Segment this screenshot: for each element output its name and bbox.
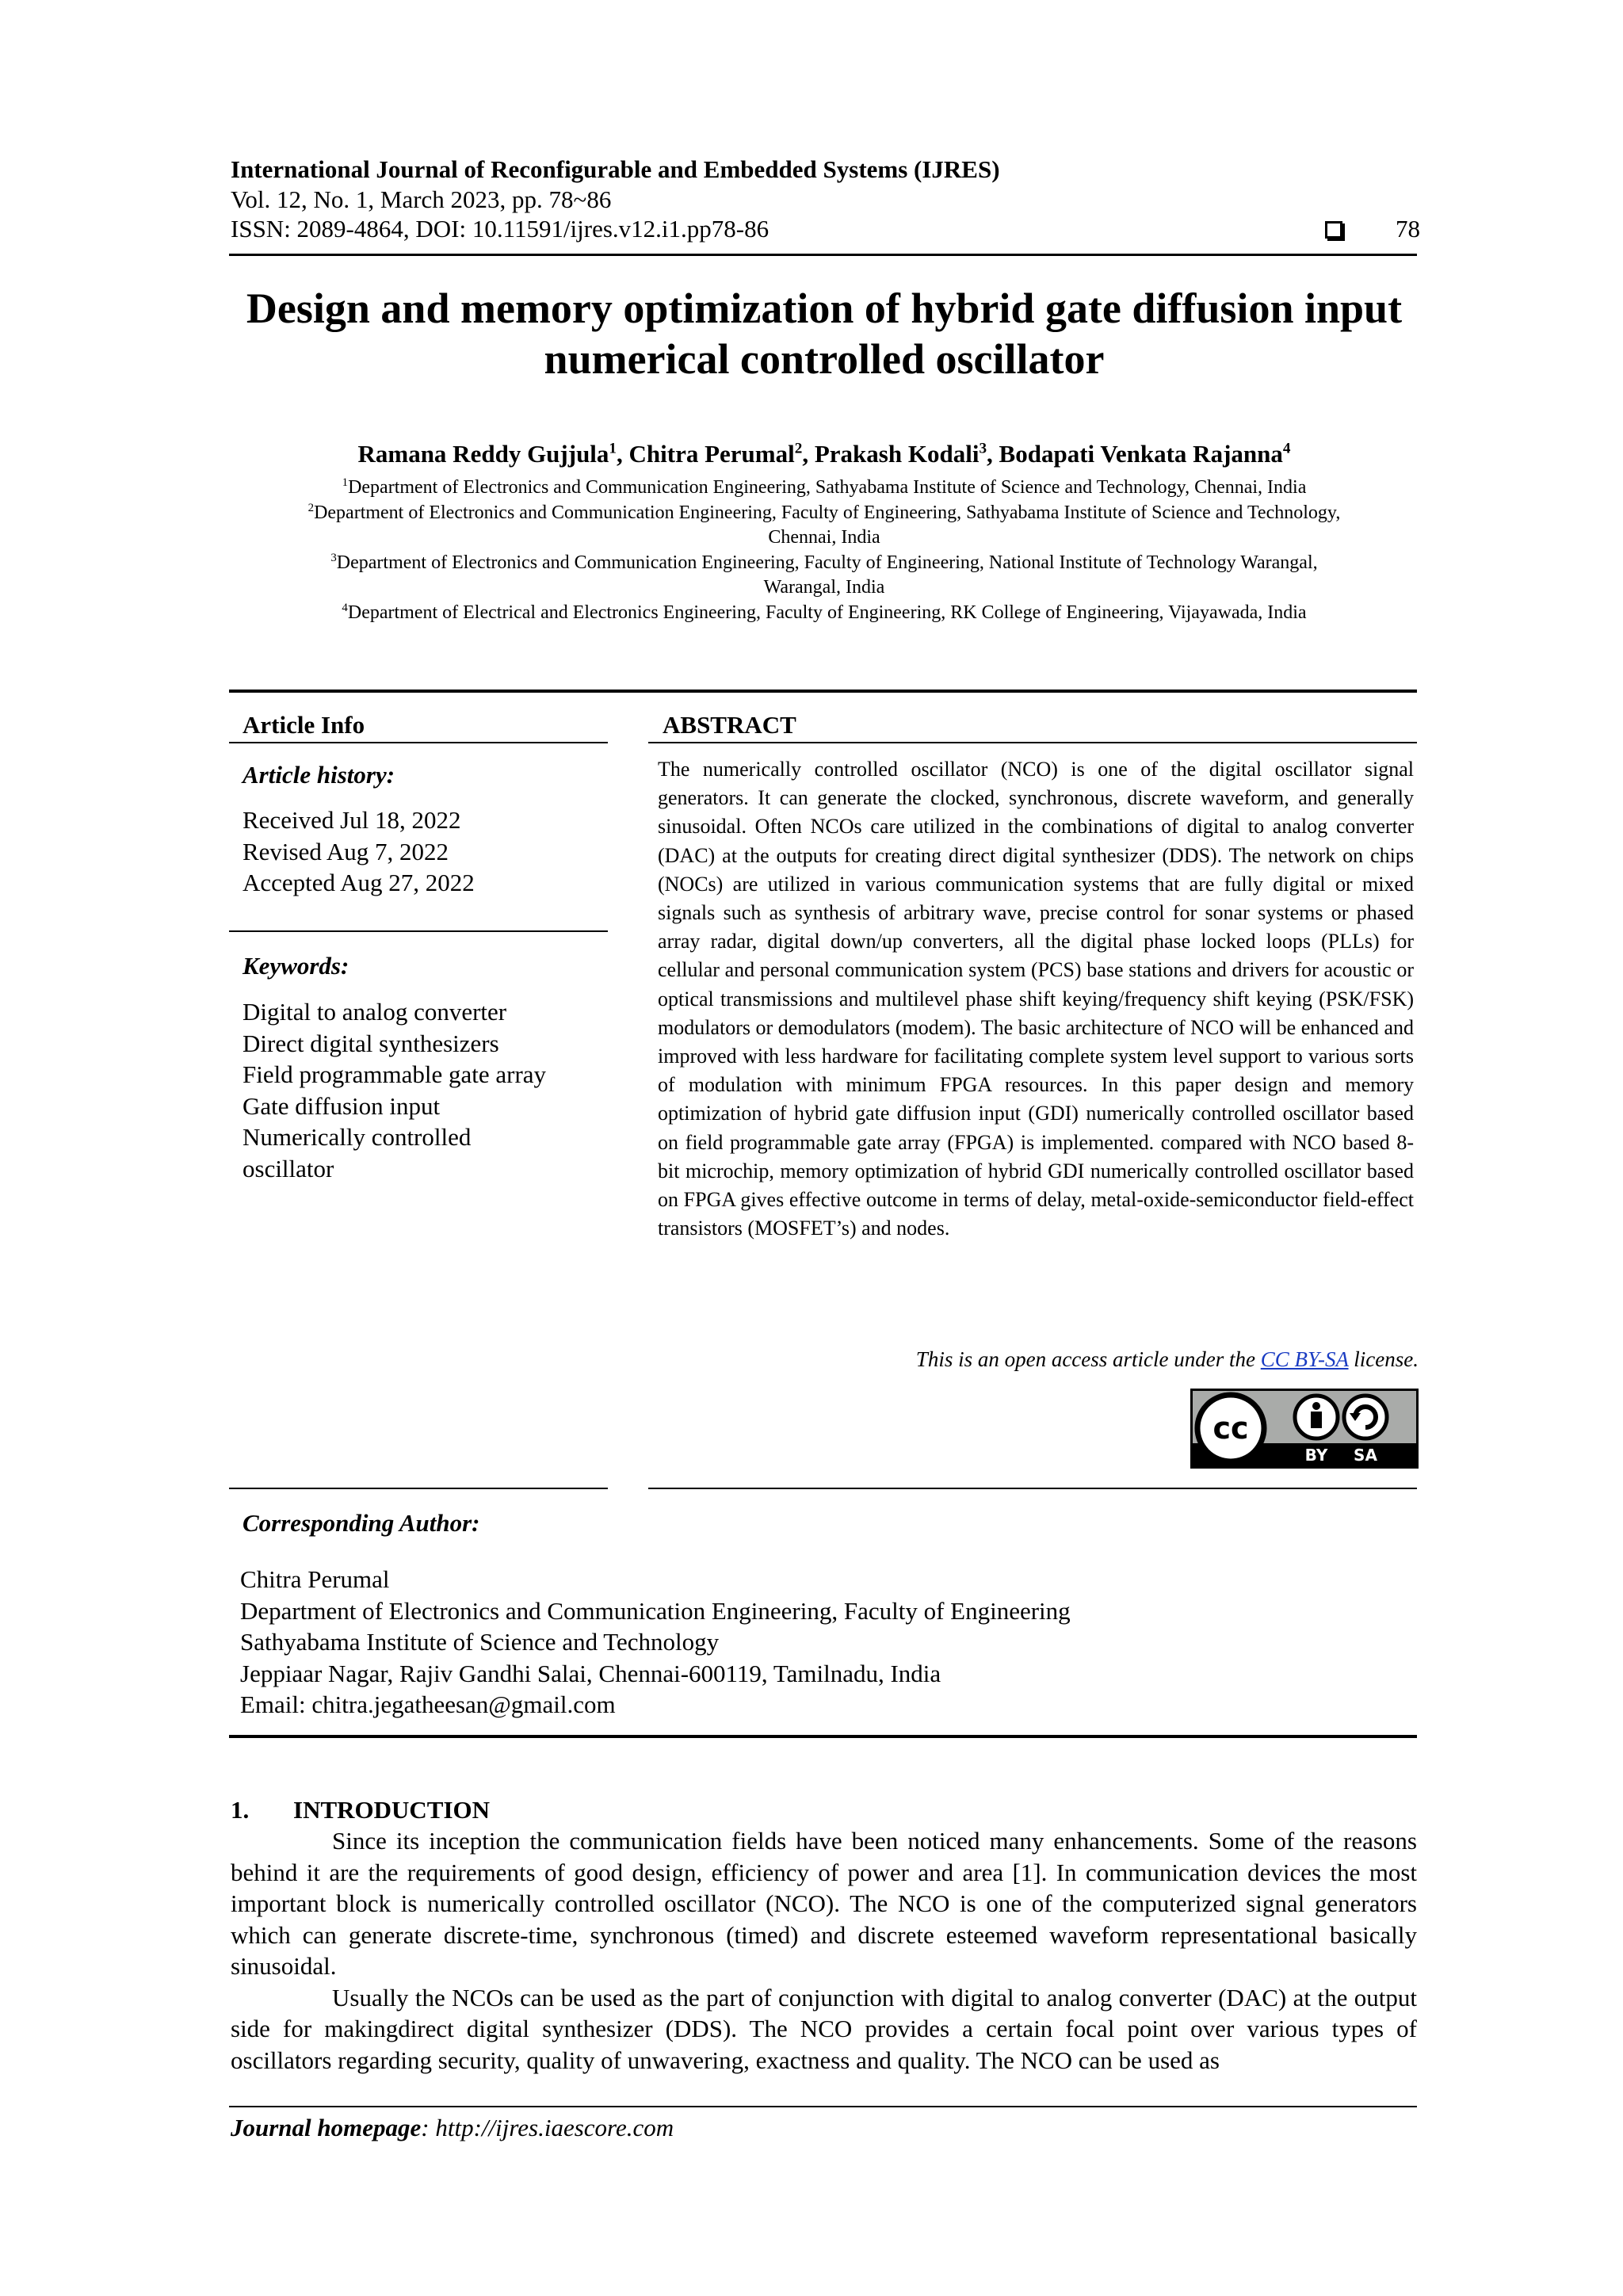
corresponding-details [240,1564,1071,1721]
corresponding-email[interactable]: Email: chitra.jegatheesan@gmail.com [240,1690,616,1718]
attribution-icon [1295,1396,1338,1438]
author-name: Ramana Reddy Gujjula [357,440,609,468]
affiliations [190,476,1458,625]
keyword-item: Gate diffusion input [242,1091,441,1120]
cc-badge-graphic [1193,1391,1416,1466]
introduction-body [231,1825,1417,2076]
author-name: Bodapati Venkata Rajanna [999,440,1283,468]
info-right-bottom-rule [648,1488,1417,1489]
author-affil-marker: 4 [1282,440,1291,457]
affiliation-2-cont: Chennai, India [768,527,880,548]
badge-sa-label: SA [1354,1446,1377,1465]
intro-paragraph-2: Usually the NCOs can be used as the part of conjunction with digital to analog converter (DAC) at the output side for makingdirect digital synthesizer (DDS). The NCO provides a certain focal point over various types of oscillators regarding security, quality of unwavering, exactness and quality. The NCO can be used as [231,1983,1417,2074]
history-received: Received Jul 18, 2022 [242,806,461,834]
journal-homepage [231,2114,674,2142]
square-bullet-icon [1325,221,1342,239]
journal-homepage-label: Journal homepage [231,2114,422,2141]
section-heading-introduction [231,1796,490,1824]
abstract-text: The numerically controlled oscillator (NCO) is one of the digital oscillator signal generators. It can generate the clocked, synchronous, discrete waveform, and generally sinusoidal. Often NCOs care utilized in the combinations of digital to analog converter (DAC) at the outputs for creating direct digital synthesizer (DDS). The network on chips (NOCs) are utilized in various communication systems that are fully digital or mixed signals such as synthesis of arbitrary wave, precise control for sonar systems or phased array radar, digital down/up converters, all the digital phase locked loops (PLLs) for cellular and personal communication system (PCS) base stations and drivers for acoustic or optical transmissions and multilevel phase shift keying/frequency shift keying (PSK/FSK) modulators or demodulators (modem). The basic architecture of NCO will be enhanced and improved with less hardware for facilitating complete system level support to various sorts of modulation with minimum FPGA resources. In this paper design and memory optimization of hybrid gate diffusion input (GDI) numerically controlled oscillator based on field programmable gate array (FPGA) is implemented. compared with NCO based 8-bit microchip, memory optimization of hybrid GDI numerically controlled oscillator based on FPGA gives effective outcome in terms of delay, metal-oxide-semiconductor field-effect transistors (MOSFET’s) and nodes. [658,758,1414,1240]
affiliation-4: $^4$Department of Electrical and Electronics Engineering, Faculty of Engineering, RK College of Engineering, Vijayawada, India [342,601,1307,623]
article-info-heading: Article Info [242,711,365,739]
affiliation-1: $^1$Department of Electronics and Communication Engineering, Sathyabama Institute of Science and Technology, Chennai, India [342,476,1307,498]
author-name: Chitra Perumal [628,440,795,468]
info-left-bottom-rule [229,1488,608,1489]
footer-rule [229,2106,1417,2107]
history-rule [229,930,608,932]
keywords-heading: Keywords: [242,952,349,980]
corresponding-department: Department of Electronics and Communication Engineering, Faculty of Engineering [240,1596,1071,1625]
author-affil-marker: 1 [609,440,617,457]
author-separator: , [617,440,629,468]
share-alike-icon [1344,1396,1387,1438]
keyword-item: Direct digital synthesizers [242,1029,499,1057]
history-accepted: Accepted Aug 27, 2022 [242,869,475,896]
author-affil-marker: 3 [979,440,987,457]
article-history-heading: Article history: [242,761,395,789]
corresponding-address: Jeppiaar Nagar, Rajiv Gandhi Salai, Chennai-600119, Tamilnadu, India [240,1659,941,1687]
article-info-rule [229,742,608,743]
affiliation-2: $^2$Department of Electronics and Communication Engineering, Faculty of Engineering, Sathyabama Institute of Science and Technology, [307,501,1341,523]
history-revised: Revised Aug 7, 2022 [242,837,449,865]
journal-volume: Vol. 12, No. 1, March 2023, pp. 78~86 [231,185,612,213]
keywords-list [242,996,546,1184]
keyword-item: Digital to analog converter [242,998,507,1026]
info-block-bottom-rule [229,1735,1417,1738]
corresponding-heading: Corresponding Author: [242,1509,480,1537]
intro-paragraph-1: Since its inception the communication fields have been noticed many enhancements. Some of the reasons behind it are the requirements of good design, efficiency of power and area [1]. In communication devices the most important block is numerically controlled oscillator (NCO). The NCO is one of the computerized signal generators which can generate discrete-time, synchronous (timed) and discrete esteemed waveform representational basically sinusoidal. [231,1827,1417,1980]
keyword-item: Field programmable gate array [242,1060,547,1088]
keyword-item: oscillator [242,1154,334,1182]
section-number: 1. [231,1796,250,1824]
article-history-list [242,804,475,899]
section-title: INTRODUCTION [293,1796,491,1824]
info-block-top-rule [229,690,1417,693]
paper-title-line-2: numerical controlled oscillator [544,335,1105,383]
affiliation-3-cont: Warangal, India [763,577,885,598]
abstract-rule [648,742,1417,743]
journal-name: International Journal of Reconfigurable and Embedded Systems (IJRES) [231,155,1000,183]
keyword-item: Numerically controlled [242,1123,472,1151]
abstract-heading: ABSTRACT [663,711,796,739]
author-separator: , [987,440,999,468]
badge-by-label: BY [1304,1446,1328,1465]
license-link[interactable]: CC BY-SA [1260,1347,1349,1371]
author-affil-marker: 2 [794,440,803,457]
paper-title [190,283,1458,384]
author-list [190,440,1458,468]
journal-homepage-url[interactable]: : http://ijres.iaescore.com [421,2114,674,2141]
author-separator: , [802,440,815,468]
corresponding-institute: Sathyabama Institute of Science and Technology [240,1628,720,1656]
author-name: Prakash Kodali [814,440,980,468]
corresponding-name: Chitra Perumal [240,1565,390,1593]
affiliation-3: $^3$Department of Electronics and Communication Engineering, Faculty of Engineering, National Institute of Technology Warangal, [330,551,1318,573]
journal-issn-doi: ISSN: 2089-4864, DOI: 10.11591/ijres.v12.i1.pp78-86 [231,215,769,243]
license-statement: This is an open access article under the CC BY-SA license. [915,1347,1419,1371]
cc-by-sa-badge[interactable] [1190,1389,1419,1469]
cc-icon [1197,1395,1264,1461]
svg-text:cc: cc [1212,1411,1249,1446]
header-rule [229,254,1417,256]
paper-title-line-1: Design and memory optimization of hybrid gate diffusion input [246,285,1403,332]
page-number: 78 [1396,215,1420,243]
